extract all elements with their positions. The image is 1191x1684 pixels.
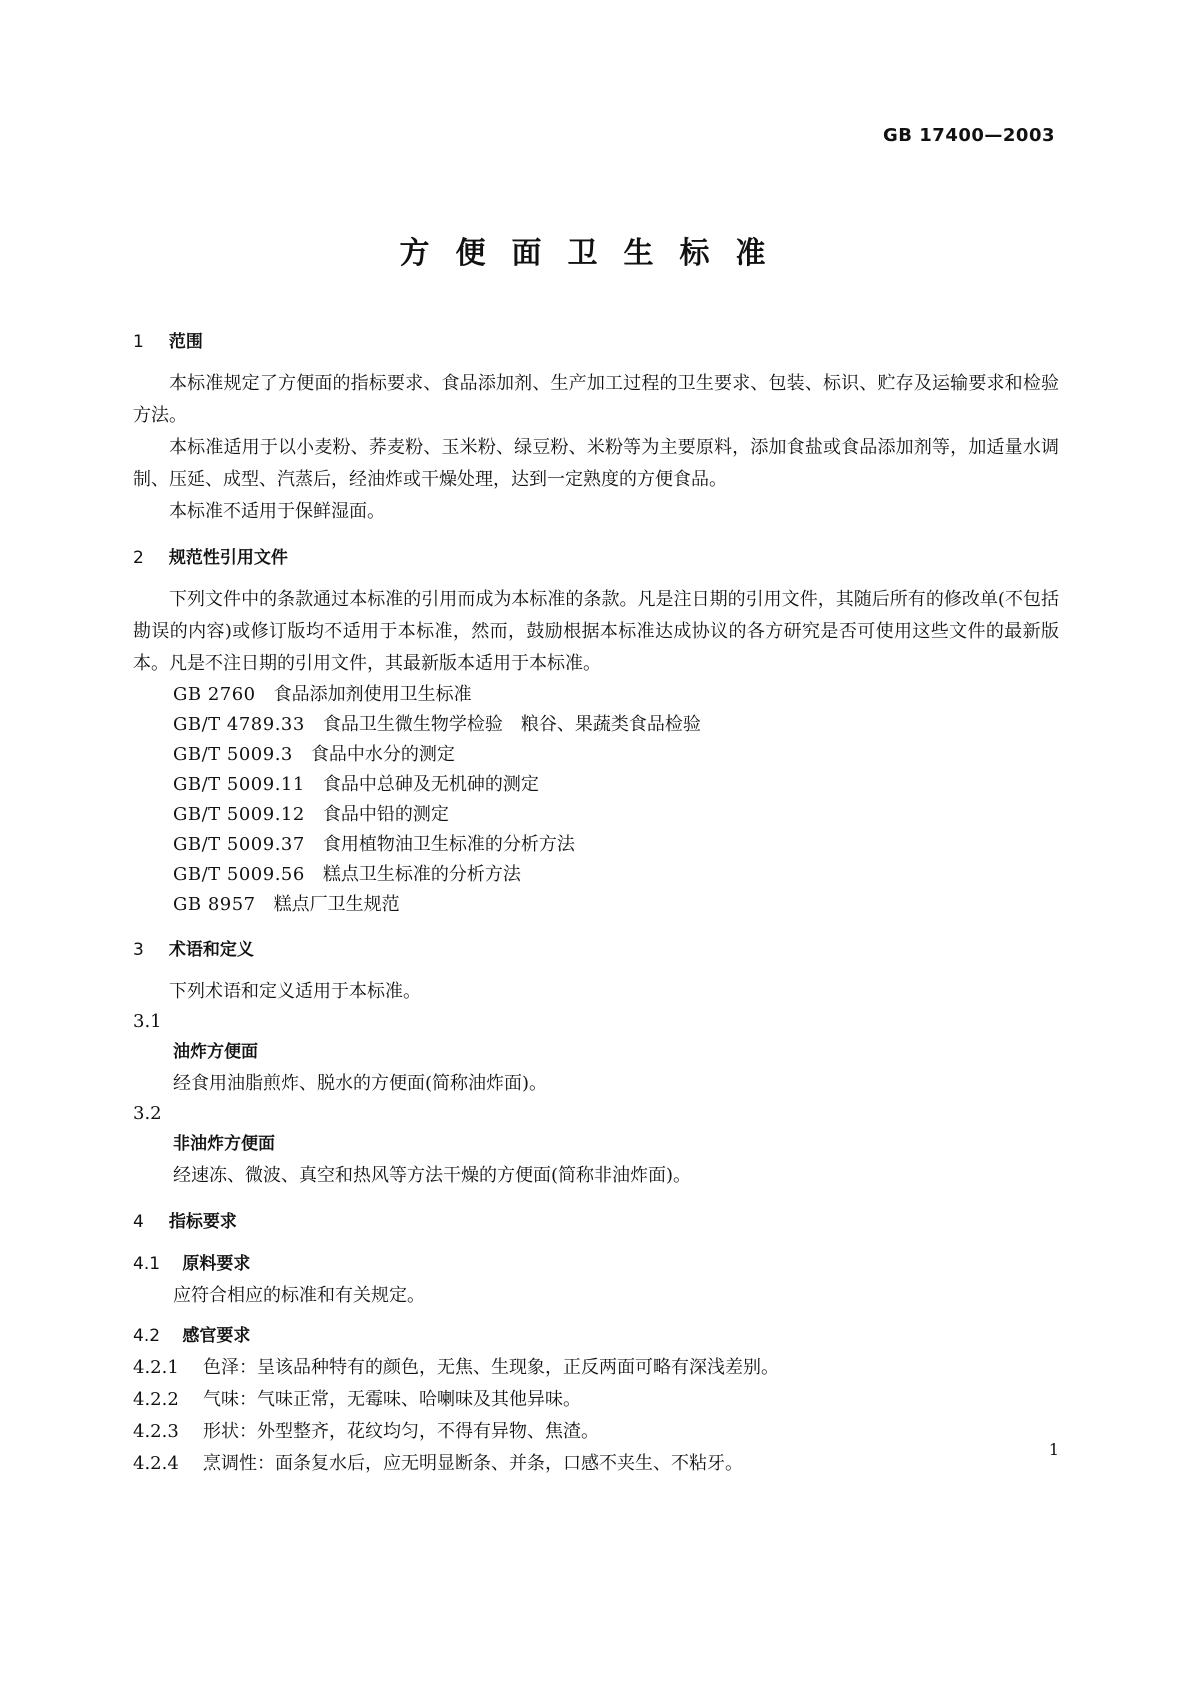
clause-number: 4.2.1 — [133, 1357, 179, 1378]
section-number: 3 — [133, 940, 144, 960]
reference-item — [133, 710, 1059, 740]
clause-number: 4.2.4 — [133, 1453, 179, 1474]
paragraph: 下列文件中的条款通过本标准的引用而成为本标准的条款。凡是注日期的引用文件，其随后所有的修改单(不包括勘误的内容)或修订版均不适用于本标准，然而，鼓励根据本标准达成协议的各方研究是否可使用这些文件的最新版本。凡是不注日期的引用文件，其最新版本适用于本标准。 — [133, 589, 1059, 674]
term-name: 油炸方便面 — [173, 1042, 258, 1062]
section-heading-2 — [133, 542, 1059, 574]
clause-text: 色泽：呈该品种特有的颜色，无焦、生现象，正反两面可略有深浅差别。 — [203, 1357, 779, 1378]
reference-item — [133, 800, 1059, 830]
paragraph: 应符合相应的标准和有关规定。 — [173, 1285, 425, 1306]
term-number: 3.1 — [133, 1011, 162, 1032]
reference-code: GB/T 5009.3 — [173, 744, 293, 765]
term-definition: 经食用油脂煎炸、脱水的方便面(简称油炸面)。 — [173, 1073, 548, 1094]
reference-code: GB/T 5009.37 — [173, 834, 305, 855]
clause-item — [133, 1448, 1059, 1480]
clause-item — [133, 1416, 1059, 1448]
paragraph: 本标准规定了方便面的指标要求、食品添加剂、生产加工过程的卫生要求、包装、标识、贮存及运输要求和检验方法。 — [133, 373, 1059, 426]
reference-name: 食品中铅的测定 — [322, 804, 449, 825]
reference-item — [133, 770, 1059, 800]
reference-name: 食用植物油卫生标准的分析方法 — [322, 834, 575, 855]
clause-number: 4.2.2 — [133, 1389, 179, 1410]
subsection-title: 原料要求 — [182, 1254, 251, 1274]
section-number: 4 — [133, 1212, 144, 1232]
reference-name: 糕点卫生标准的分析方法 — [322, 864, 521, 885]
reference-name: 食品中总砷及无机砷的测定 — [322, 774, 539, 795]
section-heading-1 — [133, 326, 1059, 358]
subsection-number: 4.1 — [133, 1254, 161, 1274]
subsection-heading — [133, 1248, 1059, 1280]
paragraph: 本标准适用于以小麦粉、荞麦粉、玉米粉、绿豆粉、米粉等为主要原料，添加食盐或食品添加剂等，加适量水调制、压延、成型、汽蒸后，经油炸或干燥处理，达到一定熟度的方便食品。 — [133, 437, 1059, 490]
section-heading-4 — [133, 1206, 1059, 1238]
clause-text: 气味：气味正常，无霉味、哈喇味及其他异味。 — [203, 1389, 581, 1410]
paragraph: 本标准不适用于保鲜湿面。 — [169, 501, 385, 522]
reference-item — [133, 860, 1059, 890]
term-definition: 经速冻、微波、真空和热风等方法干燥的方便面(简称非油炸面)。 — [173, 1165, 692, 1186]
page-number: 1 — [1048, 1440, 1059, 1459]
section-title: 术语和定义 — [168, 940, 254, 960]
reference-code: GB 2760 — [173, 684, 256, 705]
section-title: 指标要求 — [168, 1212, 237, 1232]
paragraph: 下列术语和定义适用于本标准。 — [169, 981, 421, 1002]
reference-name: 食品中水分的测定 — [310, 744, 455, 765]
clause-text: 烹调性：面条复水后，应无明显断条、并条，口感不夹生、不粘牙。 — [203, 1453, 743, 1474]
reference-item — [133, 830, 1059, 860]
reference-item — [133, 890, 1059, 920]
document-title: 方便面卫生标准 — [399, 236, 792, 271]
section-title: 范围 — [168, 332, 203, 352]
section-number: 2 — [133, 548, 144, 568]
section-title: 规范性引用文件 — [168, 548, 288, 568]
reference-code: GB/T 5009.12 — [173, 804, 305, 825]
section-heading-3 — [133, 934, 1059, 966]
reference-item — [133, 680, 1059, 710]
reference-item — [133, 740, 1059, 770]
reference-code: GB 8957 — [173, 894, 256, 915]
reference-name: 糕点厂卫生规范 — [273, 894, 400, 915]
clause-number: 4.2.3 — [133, 1421, 179, 1442]
clause-item — [133, 1384, 1059, 1416]
document-body — [133, 326, 1059, 1480]
standard-code: GB 17400—2003 — [883, 125, 1055, 146]
reference-name: 食品卫生微生物学检验 粮谷、果蔬类食品检验 — [322, 714, 701, 735]
reference-name: 食品添加剂使用卫生标准 — [273, 684, 472, 705]
term-number: 3.2 — [133, 1103, 162, 1124]
term-name: 非油炸方便面 — [173, 1134, 275, 1154]
section-number: 1 — [133, 332, 144, 352]
clause-text: 形状：外型整齐，花纹均匀，不得有异物、焦渣。 — [203, 1421, 599, 1442]
reference-code: GB/T 5009.11 — [173, 774, 305, 795]
subsection-title: 感官要求 — [182, 1326, 251, 1346]
subsection-number: 4.2 — [133, 1326, 161, 1346]
clause-item — [133, 1352, 1059, 1384]
reference-code: GB/T 5009.56 — [173, 864, 305, 885]
subsection-heading — [133, 1320, 1059, 1352]
reference-code: GB/T 4789.33 — [173, 714, 305, 735]
